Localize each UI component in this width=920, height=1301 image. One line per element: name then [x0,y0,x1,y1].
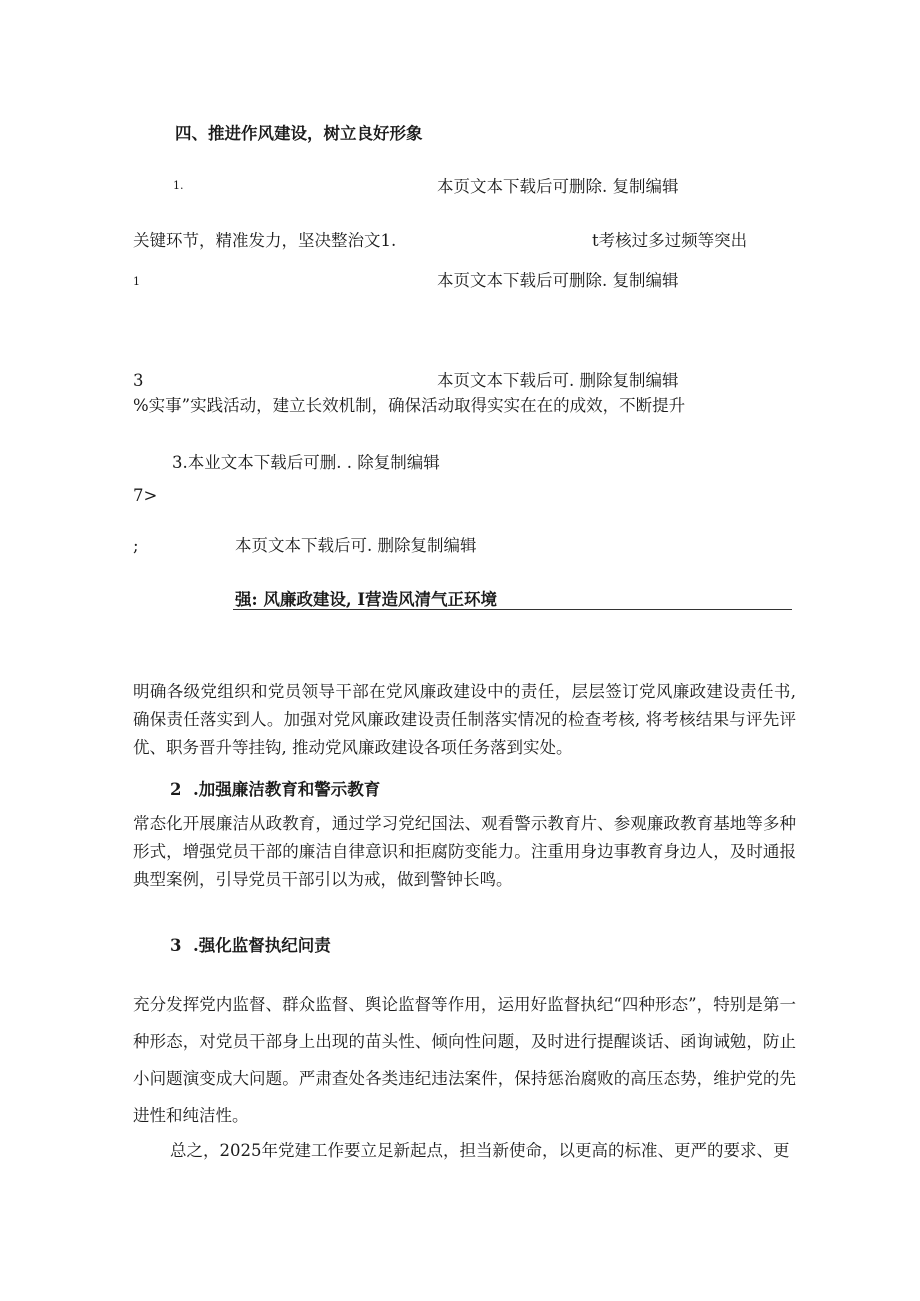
subheading: 2 .加强廉洁教育和警示教育 [170,780,381,799]
heading-underline [233,609,792,610]
subheading: 强: 风廉政建设, I营造风清气正环境 [235,590,498,609]
list-marker: 1. [173,179,184,192]
watermark-text: 3.本业文本下载后可删. . 除复制编辑 [172,453,440,472]
paragraph: 总之，2025年党建工作要立足新起点，担当新使命，以更高的标准、更严的要求、更 [170,1141,790,1160]
watermark-text: 本页文本下载后可删除. 复制编辑 [437,177,679,196]
subheading: 3 .强化监督执纪问责 [170,936,331,955]
list-marker: 1 [133,275,140,288]
text-fragment: t考核过多过频等突出 [592,231,748,250]
paragraph: 明确各级党组织和党员领导干部在党风廉政建设中的责任，层层签订党风廉政建设责任书, 确保责任落实到人。加强对党风廉政建设责任制落实情况的检查考核, 将考核结果与评先评优、职务晋升等挂钩, 推动党风廉政建设各项任务落到实处。 [133,682,796,757]
list-marker: 7> [133,486,158,505]
paragraph: 充分发挥党内监督、群众监督、舆论监督等作用，运用好监督执纪“四种形态”，特别是第一种形态，对党员干部身上出现的苗头性、倾向性问题，及时进行提醒谈话、函询诫勉，防止小问题演变成大问题。严肃查处各类违纪违法案件，保持惩治腐败的高压态势，维护党的先进性和纯洁性。 [133,995,796,1125]
section-heading-4: 四、推进作风建设，树立良好形象 [175,124,423,143]
watermark-text: 本页文本下载后可. 删除复制编辑 [437,371,679,390]
text-fragment: 关键环节，精准发力，坚决整治文1. [133,231,397,250]
list-marker: ; [133,536,139,555]
paragraph: 常态化开展廉洁从政教育，通过学习党纪国法、观看警示教育片、参观廉政教育基地等多种形式，增强党员干部的廉洁自律意识和拒腐防变能力。注重用身边事教育身边人，及时通报典型案例，引导党员干部引以为戒，做到警钟长鸣。 [133,814,796,889]
watermark-text: 本页文本下载后可. 删除复制编辑 [235,536,477,555]
text-fragment: %实事”实践活动，建立长效机制，确保活动取得实实在在的成效，不断提升 [133,396,686,415]
watermark-text: 本页文本下载后可删除. 复制编辑 [437,271,679,290]
list-marker: 3 [133,371,144,390]
